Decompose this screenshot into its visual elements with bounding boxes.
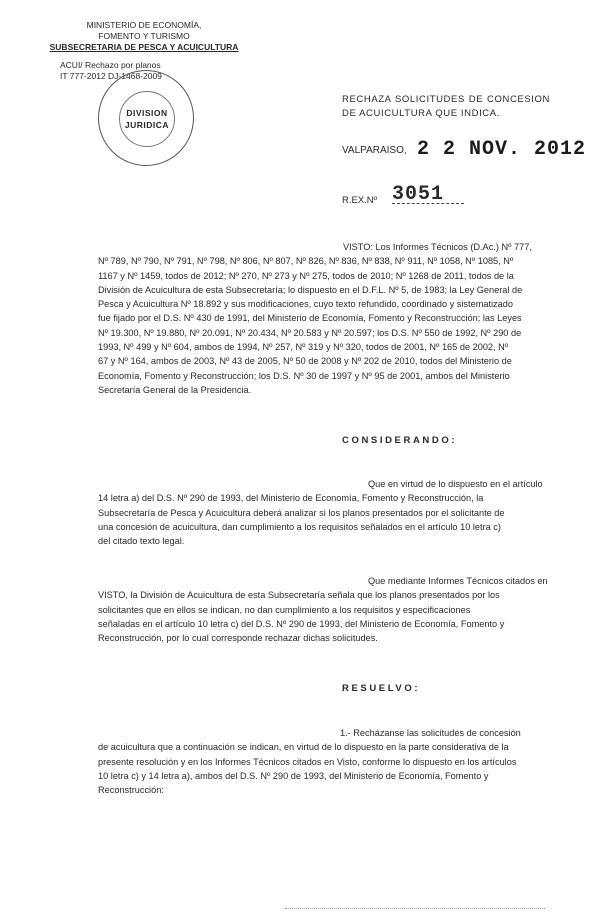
considerando-line: Reconstrucción, por lo cual corresponde rechazar dichas solicitudes. [98,633,378,644]
visto-line: fue fijado por el D.S. Nº 430 de 1991, del Ministerio de Economía, Fomento y Reconstrucción; las Leyes [98,313,522,324]
considerando-paragraph-2 [98,574,548,645]
seal-line1: DIVISION [126,108,168,118]
considerando-line: del citado texto legal. [98,536,185,547]
considerando-line: VISTO, la División de Acuicultura de esta Subsecretaría señala que los planos presentados por los [98,590,500,601]
visto-line: Nº 19.300, Nº 19.880, Nº 20.091, Nº 20.434, Nº 20.583 y Nº 20.597; los D.S. Nº 550 de 1992, Nº 290 de [98,327,522,338]
division-juridica-seal [98,70,194,166]
visto-line: 1993, Nº 499 y Nº 604, ambos de 1994, Nº 257, Nº 319 y Nº 320, todos de 2001, Nº 165 de 2002, Nº [98,342,509,353]
resuelvo-line: Reconstrucción: [98,785,164,796]
resolution-number-underline [392,203,464,204]
resuelvo-line: 1.- Recházanse las solicitudes de concesión [340,728,521,738]
considerando-heading: CONSIDERANDO: [342,435,458,446]
visto-line: Nº 789, Nº 790, Nº 791, Nº 798, Nº 806, Nº 807, Nº 826, Nº 836, Nº 838, Nº 911, Nº 1058, Nº 1085, Nº [98,256,514,267]
resuelvo-paragraph-1 [98,726,548,797]
visto-line: 67 y Nº 164, ambos de 2003, Nº 43 de 2005, Nº 50 de 2008 y Nº 202 de 2010, todos del Ministerio de [98,356,512,367]
reference-line2: IT 777-2012 DJ-1468-2009 [60,71,162,81]
seal-inner-ring [119,91,175,147]
resuelvo-heading: RESUELVO: [342,683,421,694]
subsecretaria-title: SUBSECRETARIA DE PESCA Y ACUICULTURA [49,42,239,52]
place-label: VALPARAISO, [342,145,407,156]
resolution-subject: RECHAZA SOLICITUDES DE CONCESION DE ACUICULTURA QUE INDICA. [342,94,550,119]
considerando-line: 14 letra a) del D.S. Nº 290 de 1993, del Ministerio de Economía, Fomento y Reconstrucción, la [98,493,484,504]
resuelvo-line: 10 letra c) y 14 letra a), ambos del D.S. Nº 290 de 1993, del Ministerio de Economía, Fomento y [98,770,489,781]
considerando-line: Que mediante Informes Técnicos citados en [368,576,548,586]
resuelvo-line: de acuicultura que a continuación se indican, en virtud de lo dispuesto en la parte considerativa de la [98,742,509,753]
visto-line: División de Acuicultura de esta Subsecretaría; lo dispuesto en el D.F.L. Nº 5, de 1983; la Ley General de [98,284,523,295]
considerando-line: una concesión de acuicultura, dan cumplimiento a los requisitos señalados en el artículo 10 letra c) [98,521,501,532]
visto-line: VISTO: Los Informes Técnicos (D.Ac.) Nº 777, [343,242,532,252]
ministry-line2: FOMENTO Y TURISMO [98,31,190,41]
footer-dotted-rule [285,908,545,909]
visto-paragraph [98,240,548,397]
visto-line: Pesca y Acuicultura Nº 18.892 y sus modificaciones, cuyo texto refundido, coordinado y sistematizado [98,299,513,310]
date-stamp: 2 2 NOV. 2012 [417,138,587,161]
considerando-line: solicitantes que en ellos se indican, no dan cumplimiento a los requisitos y especificaciones [98,604,471,615]
visto-line: Secretaría General de la Presidencia. [98,384,252,395]
reference-line1: ACUI/ Rechazo por planos [60,60,161,70]
resolution-number: 3051 [392,183,445,206]
considerando-paragraph-1 [98,477,548,548]
resolution-prefix: R.EX.Nº [342,195,378,206]
considerando-line: señaladas en el artículo 10 letra c) del D.S. Nº 290 de 1993, del Ministerio de Economía, Fomento y [98,618,505,629]
visto-line: 1167 y Nº 1459, todos de 2012; Nº 270, Nº 273 y Nº 275, todos de 2010; Nº 1268 de 2011, todos de la [98,270,514,281]
considerando-line: Que en virtud de lo dispuesto en el artículo [368,479,543,489]
seal-line2: JURIDICA [124,120,170,130]
considerando-line: Subsecretaría de Pesca y Acuicultura deberá analizar si los planos presentados por el solicitante de [98,507,505,518]
visto-line: Economía, Fomento y Reconstrucción; los D.S. Nº 30 de 1997 y Nº 95 de 2001, ambos del Ministerio [98,370,510,381]
resuelvo-line: presente resolución y en los Informes Técnicos citados en Visto, conforme lo dispuesto en los artículos [98,756,517,767]
ministry-line1: MINISTERIO DE ECONOMÍA, [86,20,202,30]
